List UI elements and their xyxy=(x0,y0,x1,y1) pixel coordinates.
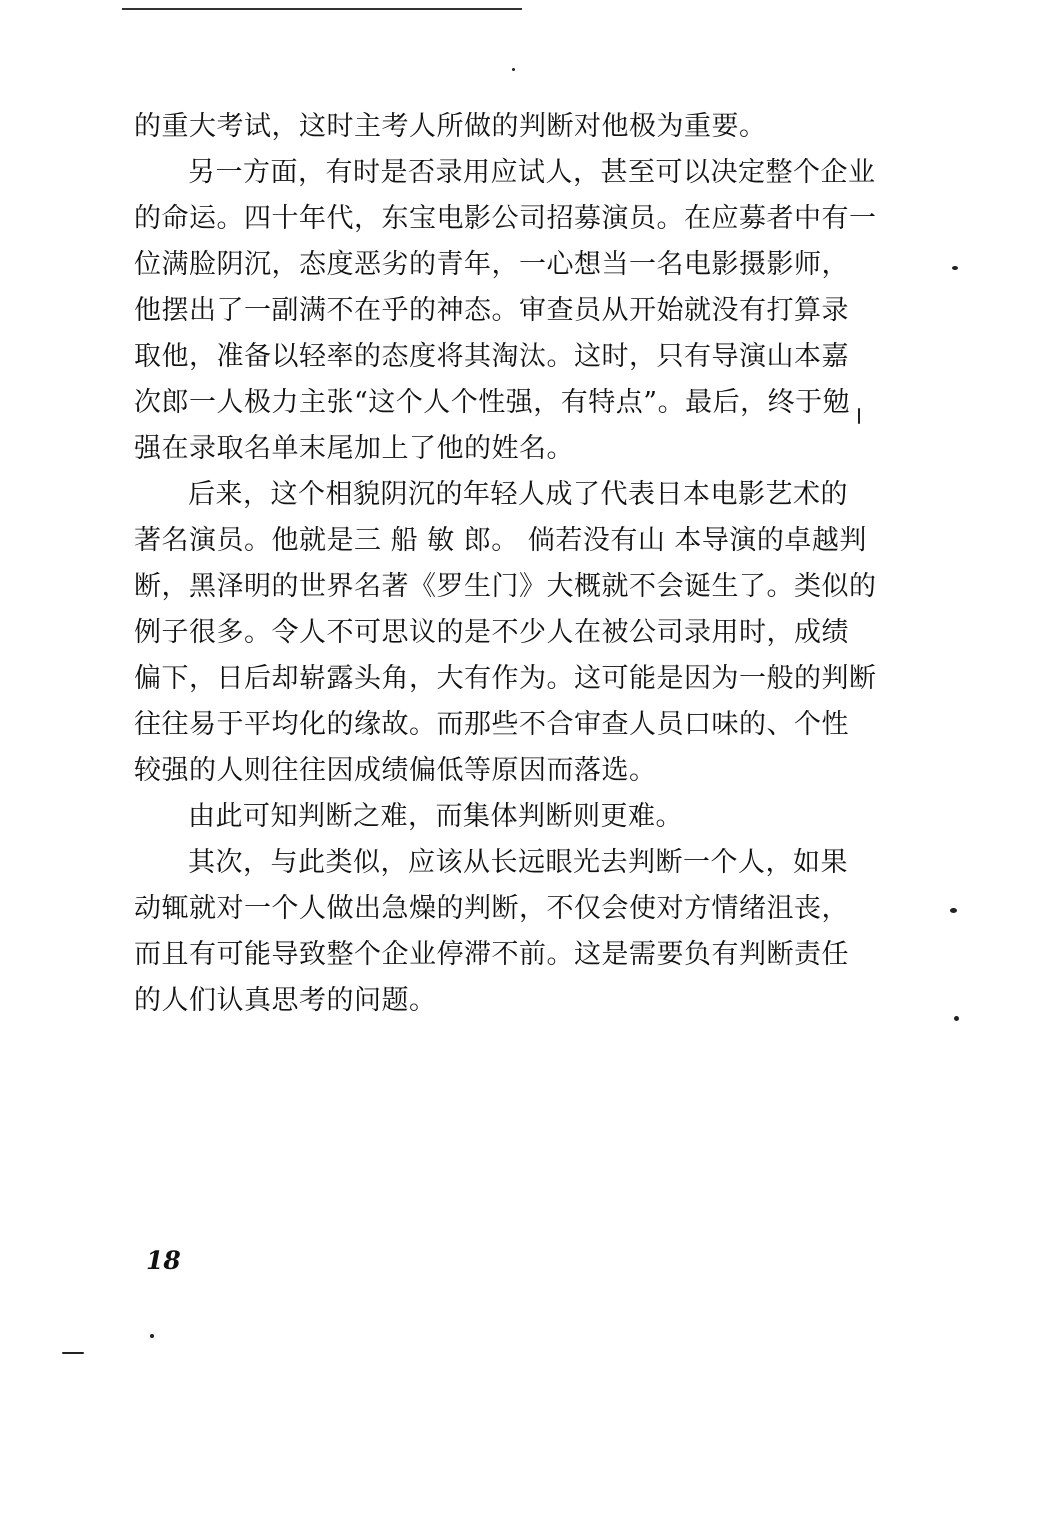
scan-speck xyxy=(954,1016,959,1021)
page-body-text xyxy=(134,104,877,1024)
text-line: 另一方面，有时是否录用应试人，甚至可以决定整个企业 xyxy=(188,157,876,188)
text-line: 他摆出了一副满不在乎的神态。审查员从开始就没有打算录 xyxy=(134,295,849,326)
top-rule xyxy=(122,8,522,10)
scan-speck xyxy=(858,408,860,424)
text-line: 后来，这个相貌阴沉的年轻人成了代表日本电影艺术的 xyxy=(188,479,848,510)
scan-speck xyxy=(150,1334,154,1338)
scan-speck xyxy=(952,266,958,270)
text-line: 例子很多。令人不可思议的是不少人在被公司录用时，成绩 xyxy=(134,617,849,648)
text-line: 的人们认真思考的问题。 xyxy=(134,985,437,1016)
text-line: 取他，准备以轻率的态度将其淘汰。这时，只有导演山本嘉 xyxy=(134,341,849,372)
text-line: 动辄就对一个人做出急燥的判断，不仅会使对方情绪沮丧， xyxy=(134,893,849,924)
text-line: 次郎一人极力主张“这个人个性强，有特点”。最后，终于勉 xyxy=(134,387,851,418)
text-line: 的命运。四十年代，东宝电影公司招募演员。在应募者中有一 xyxy=(134,203,877,234)
text-line: 偏下，日后却崭露头角，大有作为。这可能是因为一般的判断 xyxy=(134,663,877,694)
text-line: 著名演员。他就是三 船 敏 郎。 倘若没有山 本导演的卓越判 xyxy=(134,525,867,556)
scan-speck xyxy=(950,908,957,913)
text-line: 其次，与此类似，应该从长远眼光去判断一个人，如果 xyxy=(188,847,848,878)
text-line: 较强的人则往往因成绩偏低等原因而落选。 xyxy=(134,755,657,786)
scan-speck xyxy=(62,1352,84,1354)
text-line: 强在录取名单末尾加上了他的姓名。 xyxy=(134,433,574,464)
text-line: 位满脸阴沉，态度恶劣的青年，一心想当一名电影摄影师， xyxy=(134,249,849,280)
text-line: 往往易于平均化的缘故。而那些不合审查人员口味的、个性 xyxy=(134,709,849,740)
text-line: 由此可知判断之难，而集体判断则更难。 xyxy=(188,801,683,832)
scan-speck xyxy=(512,68,515,71)
text-line: 的重大考试，这时主考人所做的判断对他极为重要。 xyxy=(134,111,767,142)
text-line: 而且有可能导致整个企业停滞不前。这是需要负有判断责任 xyxy=(134,939,849,970)
page-number: 18 xyxy=(146,1246,181,1275)
text-line: 断，黑泽明的世界名著《罗生门》大概就不会诞生了。类似的 xyxy=(134,571,877,602)
